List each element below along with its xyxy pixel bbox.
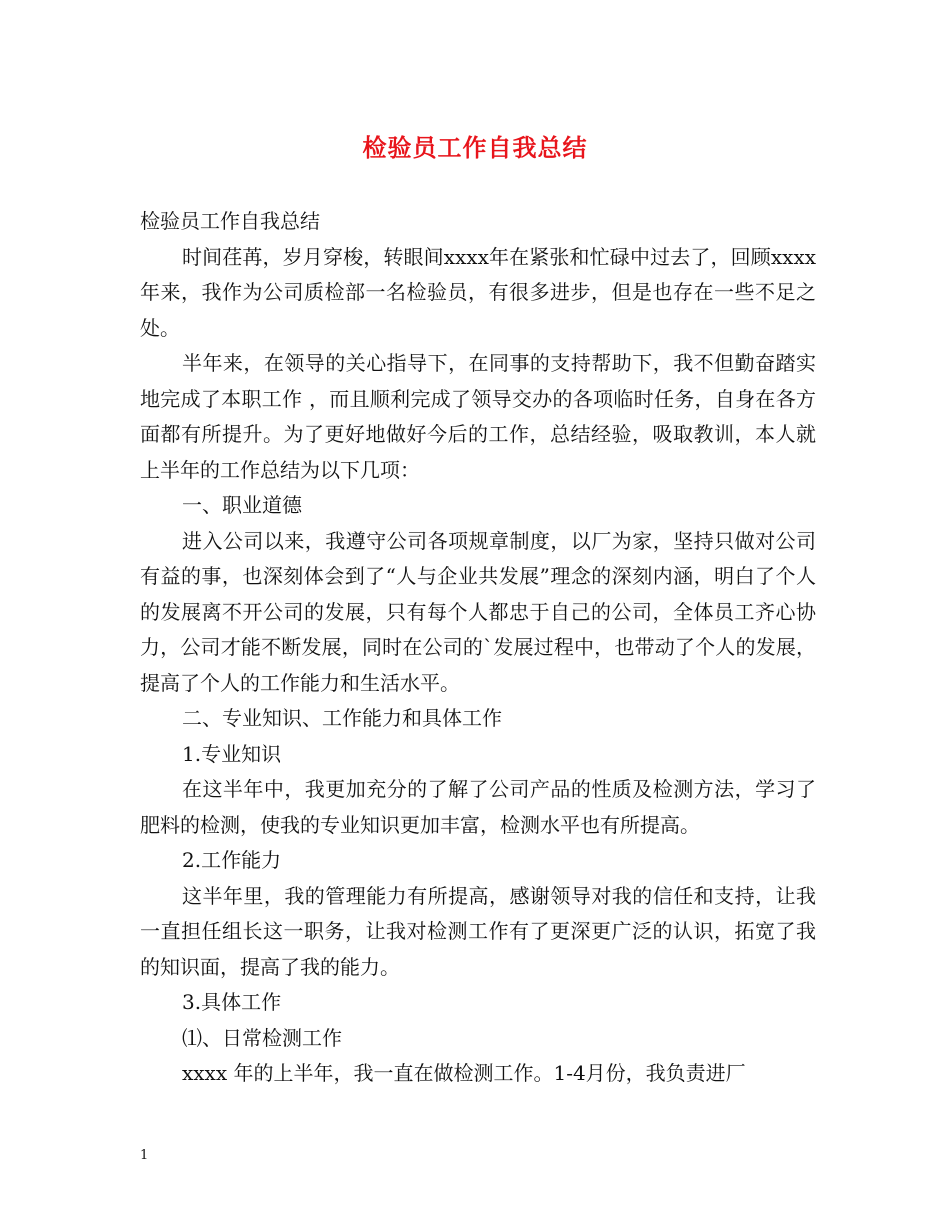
paragraph: 半年来，在领导的关心指导下，在同事的支持帮助下，我不但勤奋踏实地完成了本职工作 ，而且顺利完成了领导交办的各项临时任务，自身在各方面都有所提升。为了更好地做好今后的工作，总结经验，吸取教训，本人就上半年的工作总结为以下几项： — [140, 351, 816, 482]
paragraph: 时间荏苒，岁月穿梭，转眼间xxxx年在紧张和忙碌中过去了，回顾xxxx年来，我作为公司质检部一名检验员，有很多进步，但是也存在一些不足之处。 — [140, 244, 816, 340]
section-heading: 一、职业道德 — [182, 493, 302, 517]
page-number: 1 — [140, 1148, 149, 1163]
item-heading: ⑴、日常检测工作 — [182, 1025, 342, 1050]
paragraph: 在这半年中，我更加充分的了解了公司产品的性质及检测方法，学习了肥料的检测，使我的专业知识更加丰富，检测水平也有所提高。 — [140, 777, 816, 837]
section-heading: 二、专业知识、工作能力和具体工作 — [182, 706, 502, 730]
document-body — [140, 204, 816, 1092]
subsection-heading: 2.工作能力 — [182, 848, 282, 872]
paragraph: 进入公司以来，我遵守公司各项规章制度，以厂为家，坚持只做对公司有益的事，也深刻体会到了“人与企业共发展”理念的深刻内涵，明白了个人的发展离不开公司的发展，只有每个人都忠于自己的公司，全体员工齐心协力，公司才能不断发展，同时在公司的`发展过程中，也带动了个人的发展，提高了个人的工作能力和生活水平。 — [140, 528, 816, 695]
paragraph: xxxx 年的上半年，我一直在做检测工作。1-4月份，我负责进厂 — [182, 1061, 746, 1085]
paragraph: 这半年里，我的管理能力有所提高，感谢领导对我的信任和支持，让我一直担任组长这一职务，让我对检测工作有了更深更广泛的认识，拓宽了我的知识面，提高了我的能力。 — [140, 883, 816, 979]
subsection-heading: 1.专业知识 — [182, 741, 282, 766]
document-title: 检验员工作自我总结 — [362, 133, 588, 162]
subsection-heading: 3.具体工作 — [182, 990, 282, 1014]
paragraph: 检验员工作自我总结 — [140, 209, 320, 233]
